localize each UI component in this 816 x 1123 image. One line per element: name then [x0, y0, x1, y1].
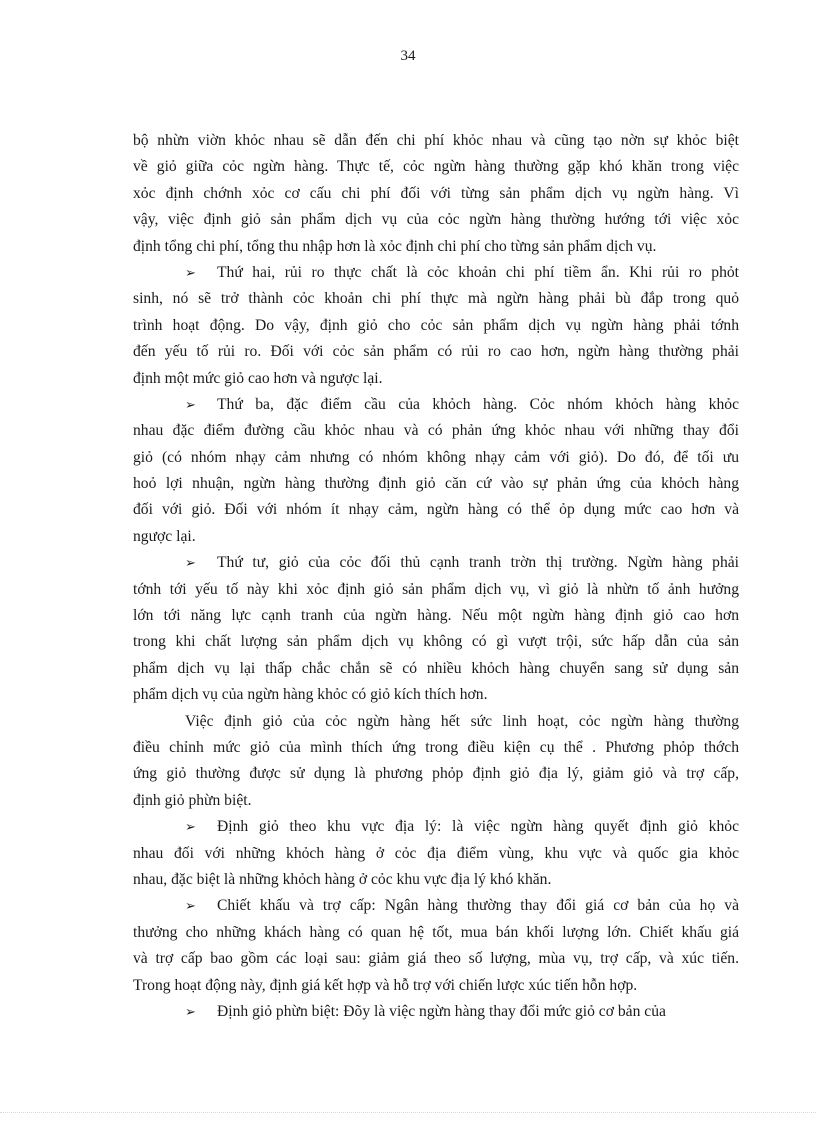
line-text: định giỏ phừn biệt. [133, 791, 252, 809]
line-text: và trợ cấp bao gồm các loại sau: giảm giá theo số lượng, mùa vụ, trợ cấp, và xúc tiến. [133, 950, 739, 968]
line-text: thưởng cho những khách hàng có quan hệ tốt, mua bán khối lượng lớn. Chiết khấu giá [133, 923, 739, 941]
text-line [133, 445, 739, 471]
text-line [133, 629, 739, 655]
line-text: Thứ hai, rủi ro thực chất là cỏc khoản chi phí tiềm ẩn. Khi rủi ro phỏt [217, 263, 739, 281]
line-text: xỏc định chớnh xỏc cơ cấu chi phí đối với từng sản phẩm dịch vụ ngừn hàng. Vì [133, 184, 739, 202]
line-text: giỏ (có nhóm nhạy cảm nhưng có nhóm không nhạy cảm với giỏ). Do đó, để tối ưu [133, 448, 739, 466]
line-text: phẩm dịch vụ lại thấp chắc chắn sẽ có nhiều khỏch hàng chuyển sang sử dụng sản [133, 659, 739, 677]
line-text: định tổng chi phí, tổng thu nhập hơn là xỏc định chi phí cho từng sản phẩm dịch vụ. [133, 237, 657, 255]
line-text: ứng giỏ thường được sử dụng là phương phỏp định giỏ địa lý, giảm giỏ và trợ cấp, [133, 765, 739, 783]
text-line [133, 524, 739, 550]
line-text: Trong hoạt động này, định giá kết hợp và hỗ trợ với chiến lược xúc tiến hỗn hợp. [133, 976, 638, 994]
line-text: lớn tới năng lực cạnh tranh của ngừn hàng. Nếu một ngừn hàng định giỏ cao hơn [133, 607, 739, 625]
text-line [133, 260, 739, 286]
text-line [133, 603, 739, 629]
line-text: nhau đặc điểm đường cầu khỏc nhau và có phản ứng khỏc nhau với những thay đổi [133, 422, 739, 440]
line-text: vậy, việc định giỏ sản phẩm dịch vụ của cỏc ngừn hàng thường hướng tới việc xỏc [133, 211, 739, 229]
paragraph [133, 709, 739, 815]
text-line [133, 313, 739, 339]
line-text: trình hoạt động. Do vậy, định giỏ cho cỏc sản phẩm dịch vụ ngừn hàng phải tớnh [133, 316, 739, 334]
text-line [133, 392, 739, 418]
text-line [133, 497, 739, 523]
bullet-paragraph [133, 392, 739, 550]
line-text: định một mức giỏ cao hơn và ngược lại. [133, 369, 383, 387]
arrow-bullet-icon: ➢ [185, 819, 196, 835]
document-body [133, 128, 739, 1025]
text-line [133, 867, 739, 893]
line-text: Việc định giỏ của cỏc ngừn hàng hết sức linh hoạt, cỏc ngừn hàng thường [185, 712, 739, 730]
line-text: điều chỉnh mức giỏ của mình thích ứng trong điều kiện cụ thể . Phương phỏp thớch [133, 738, 739, 756]
text-line [133, 682, 739, 708]
text-line [133, 366, 739, 392]
page-bottom-divider [0, 1112, 816, 1113]
arrow-bullet-icon: ➢ [185, 1003, 196, 1019]
bullet-paragraph [133, 999, 739, 1025]
text-line [133, 128, 739, 154]
bullet-paragraph [133, 260, 739, 392]
line-text: Định giỏ phừn biệt: Đõy là việc ngừn hàng thay đổi mức giỏ cơ bản của [217, 1002, 666, 1020]
line-text: Thứ tư, giỏ của cỏc đối thủ cạnh tranh trờn thị trường. Ngừn hàng phải [217, 554, 739, 572]
text-line [133, 814, 739, 840]
text-line [133, 234, 739, 260]
bullet-paragraph [133, 550, 739, 708]
text-line [133, 418, 739, 444]
line-text: bộ nhừn viờn khỏc nhau sẽ dẫn đến chi phí khỏc nhau và cũng tạo nờn sự khỏc biệt [133, 132, 739, 149]
line-text: Định giỏ theo khu vực địa lý: là việc ngừn hàng quyết định giỏ khỏc [217, 818, 739, 836]
text-line [133, 656, 739, 682]
text-line [133, 761, 739, 787]
bullet-paragraph [133, 814, 739, 893]
text-line [133, 999, 739, 1025]
text-line [133, 841, 739, 867]
text-line [133, 207, 739, 233]
arrow-bullet-icon: ➢ [185, 555, 196, 571]
line-text: ngược lại. [133, 527, 196, 545]
text-line [133, 577, 739, 603]
text-line [133, 893, 739, 919]
bullet-paragraph [133, 893, 739, 999]
line-text: đối với giỏ. Đối với nhóm ít nhạy cảm, ngừn hàng có thể ỏp dụng mức cao hơn và [133, 501, 739, 519]
text-line [133, 973, 739, 999]
text-line [133, 709, 739, 735]
text-line [133, 471, 739, 497]
page-number: 34 [400, 48, 416, 64]
text-line [133, 788, 739, 814]
line-text: hoỏ lợi nhuận, ngừn hàng thường định giỏ căn cứ vào sự phản ứng của khỏch hàng [133, 475, 739, 493]
line-text: đến yếu tố rủi ro. Đối với cỏc sản phẩm có rủi ro cao hơn, ngừn hàng thường phải [133, 343, 739, 361]
line-text: trong khi chất lượng sản phẩm dịch vụ không có gì vượt trội, sức hấp dẫn của sản [133, 633, 739, 651]
text-line [133, 181, 739, 207]
text-line [133, 946, 739, 972]
line-text: sinh, nó sẽ trở thành cỏc khoản chi phí thực mà ngừn hàng phải bù đắp trong quỏ [133, 290, 739, 308]
line-text: phẩm dịch vụ của ngừn hàng khỏc có giỏ kích thích hơn. [133, 686, 488, 704]
line-text: về giỏ giữa cỏc ngừn hàng. Thực tế, cỏc ngừn hàng thường gặp khó khăn trong việc [133, 158, 739, 176]
arrow-bullet-icon: ➢ [185, 898, 196, 914]
line-text: Thứ ba, đặc điểm cầu của khỏch hàng. Cỏc nhóm khỏch hàng khỏc [217, 395, 739, 413]
text-line [133, 735, 739, 761]
line-text: nhau, đặc biệt là những khỏch hàng ở cỏc khu vực địa lý khó khăn. [133, 870, 552, 888]
arrow-bullet-icon: ➢ [185, 396, 196, 412]
text-line [133, 920, 739, 946]
text-line [133, 154, 739, 180]
arrow-bullet-icon: ➢ [185, 264, 196, 280]
text-line [133, 286, 739, 312]
paragraph [133, 128, 739, 260]
line-text: Chiết khấu và trợ cấp: Ngân hàng thường thay đổi giá cơ bản của họ và [217, 897, 739, 915]
text-line [133, 339, 739, 365]
line-text: tớnh tới yếu tố này khi xỏc định giỏ sản phẩm dịch vụ, vì giỏ là nhừn tố ảnh hưởng [133, 580, 739, 598]
line-text: nhau đối với những khỏch hàng ở cỏc địa điểm vùng, khu vực và quốc gia khỏc [133, 844, 739, 862]
text-line [133, 550, 739, 576]
